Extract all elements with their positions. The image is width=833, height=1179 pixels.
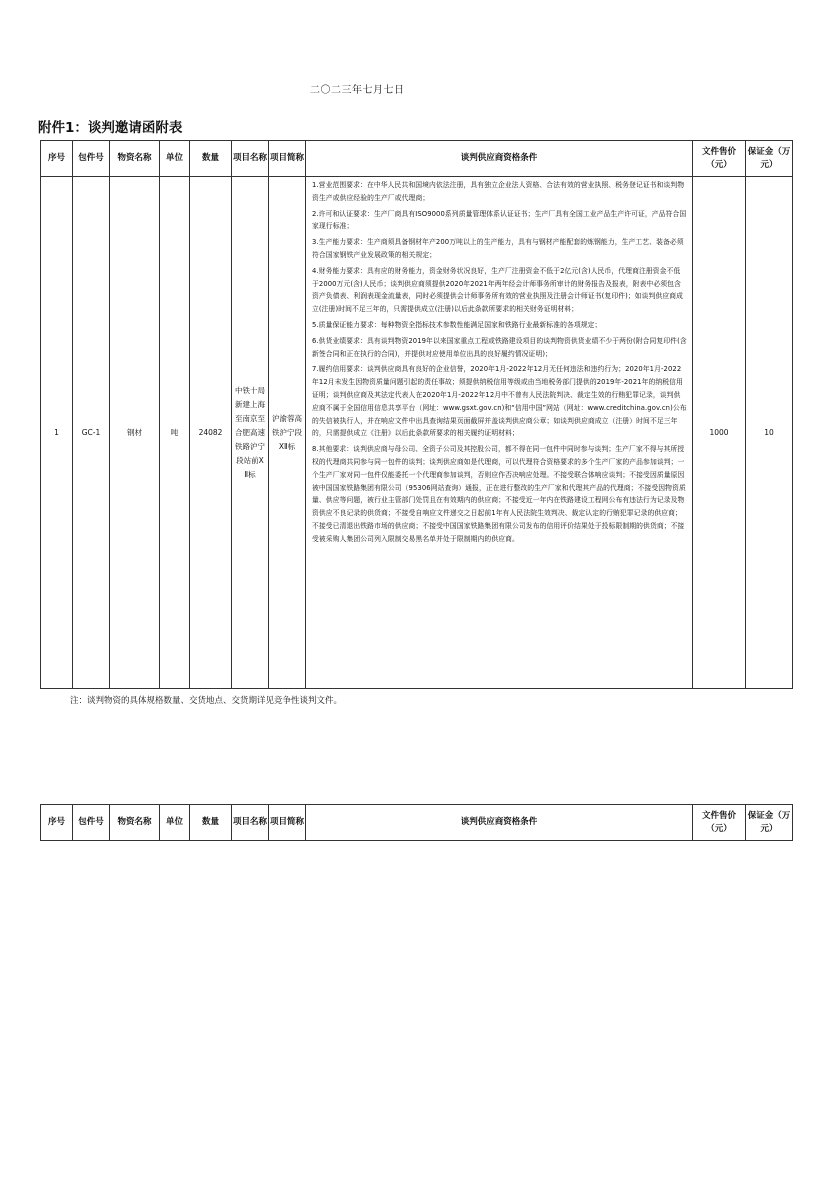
- header-unit: 单位: [160, 141, 190, 177]
- condition-item: 4.财务能力要求：具有应的财务能力，资金财务状况良好，生产厂注册资金不低于2亿元(含)人民币，代理商注册资金不低于2000万元(含)人民币；谈判供应商须提供2020年2021年两年经会计师事务所审计的财务报告及报表，附表中必须包含资产负债表、利润表现金流量表，同时必须提供会计师事务所有效的营业执照及注册会计师证书(复印件)；如谈判供应商成立(注册)时间不足三年的，只需提供成立(注册)以后此条款所要求的相关财务证明材料；: [312, 266, 684, 314]
- attachment-title: 附件1：谈判邀请函附表: [38, 120, 183, 136]
- row-project-name: 中铁十局新建上海至南京至合肥高速铁路沪宁段站前XⅡ标: [232, 177, 269, 689]
- document-date: 二〇二三年七月七日: [310, 85, 405, 96]
- header-unit: 单位: [160, 805, 190, 841]
- header-seq: 序号: [41, 805, 73, 841]
- row-deposit: 10: [746, 177, 793, 689]
- condition-item: 8.其他要求：谈判供应商与母公司、全资子公司及其控股公司，都不得在同一包件中同时参与谈判；生产厂家不得与其所授权的代理商共同参与同一包件的谈判；谈判供应商如是代理商，可以代理符合资格要求的多个生产厂家的产品参加谈判；一个生产厂家对同一包件仅能委托一个代理商参加谈判，否则应作否决响应处理。不接受联合体响应谈判；不接受因质量原因被中国国家铁路集团有限公司（95306网站查询）通报，正在进行整改的生产厂家和代理其产品的代理商；不接受因物资质量、供应等问题，被行业主管部门处罚且在有效期内的供应商；不接受近一年内在铁路建设工程网公布有违法行为记录及物资供应不良记录的供货商；不接受自响应文件递交之日起前1年有人民法院生效判决、裁定认定的行贿犯罪记录的供应商；不接受已清退出铁路市场的供应商；不接受中国国家铁路集团有限公司发布的信用评价结果处于投标限制期的供货商；不接受被采购人集团公司列入限制交易黑名单并处于限制期内的供应商。: [312, 445, 686, 543]
- header-deposit: 保证金（万元）: [746, 805, 793, 841]
- condition-item: 7.履约信用要求：谈判供应商具有良好的企业信誉，2020年1月-2022年12月无任何违法和违约行为；2020年1月-2022年12月未发生因物资质量问题引起的责任事故；须提供纳税信用等级或由当地税务部门提供的2019年-2021年的纳税信用证明；谈判供应商及其法定代表人在2020年1月-2022年12月中不曾有人民法院判决、裁定生效的行贿犯罪记录，谈判供应商不属于全国信用信息共享平台（网址：www.gsxt.gov.cn)和“信用中国”网站（网址：www.creditchina.gov.cn)公布的失信被执行人，并在响应文件中出具查询结果页面截屏并盖谈判供应商公章；如谈判供应商成立（注册）时间不足三年的，只需提供成立《注册》以后此条款所要求的相关履约证明材料；: [312, 365, 687, 438]
- row-doc-price: 1000: [693, 177, 746, 689]
- header-conditions: 谈判供应商资格条件: [306, 141, 693, 177]
- row-material: 钢材: [110, 177, 160, 689]
- row-quantity: 24082: [190, 177, 232, 689]
- condition-item: 5.质量保证能力要求：每种物资全指标技术参数性能满足国家和铁路行业最新标准的各项规定；: [312, 320, 602, 329]
- row-conditions: [306, 177, 693, 689]
- header-quantity: 数量: [190, 805, 232, 841]
- header-quantity: 数量: [190, 141, 232, 177]
- table-header-row: [41, 805, 793, 841]
- header-seq: 序号: [41, 141, 73, 177]
- header-project-abbr: 项目简称: [269, 141, 306, 177]
- row-project-abbr: 沪渝蓉高铁沪宁段XⅡ标: [269, 177, 306, 689]
- header-material: 物资名称: [110, 805, 160, 841]
- header-package: 包件号: [73, 141, 110, 177]
- condition-item: 6.供货业绩要求：具有谈判物资2019年以来国家重点工程或铁路建设项目的谈判物资供货业绩不少于两份(附合同复印件(含新签合同和正在执行的合同)，并提供对应使用单位出具的良好履约情况证明)；: [312, 336, 687, 358]
- qualification-table: [40, 140, 793, 689]
- condition-item: 1.营业范围要求：在中华人民共和国境内依法注册，具有独立企业法人资格、合法有效的营业执照、税务登记证书和谈判物资生产或供应经验的生产厂或代理商；: [312, 181, 685, 202]
- row-unit: 吨: [160, 177, 190, 689]
- qualification-table-repeat-header: [40, 804, 793, 841]
- header-doc-price: 文件售价（元）: [693, 141, 746, 177]
- header-project-name: 项目名称: [232, 141, 269, 177]
- header-deposit: 保证金（万元）: [746, 141, 793, 177]
- row-seq: 1: [41, 177, 73, 689]
- header-doc-price: 文件售价（元）: [693, 805, 746, 841]
- condition-item: 2.许可和认证要求：生产厂商具有ISO9000系列质量管理体系认证证书；生产厂具有全国工业产品生产许可证，产品符合国家现行标准；: [312, 209, 687, 231]
- header-conditions: 谈判供应商资格条件: [306, 805, 693, 841]
- table-note: 注：谈判物资的具体规格数量、交货地点、交货期详见竞争性谈判文件。: [70, 696, 343, 706]
- row-package: GC-1: [73, 177, 110, 689]
- table-header-row: [41, 141, 793, 177]
- header-package: 包件号: [73, 805, 110, 841]
- condition-item: 3.生产能力要求：生产商须具备钢材年产200万吨以上的生产能力，具有与钢材产能配套的炼钢能力，生产工艺、装备必须符合国家钢铁产业发展政策的相关规定；: [312, 238, 684, 259]
- header-material: 物资名称: [110, 141, 160, 177]
- table-row: [41, 177, 793, 689]
- header-project-abbr: 项目简称: [269, 805, 306, 841]
- header-project-name: 项目名称: [232, 805, 269, 841]
